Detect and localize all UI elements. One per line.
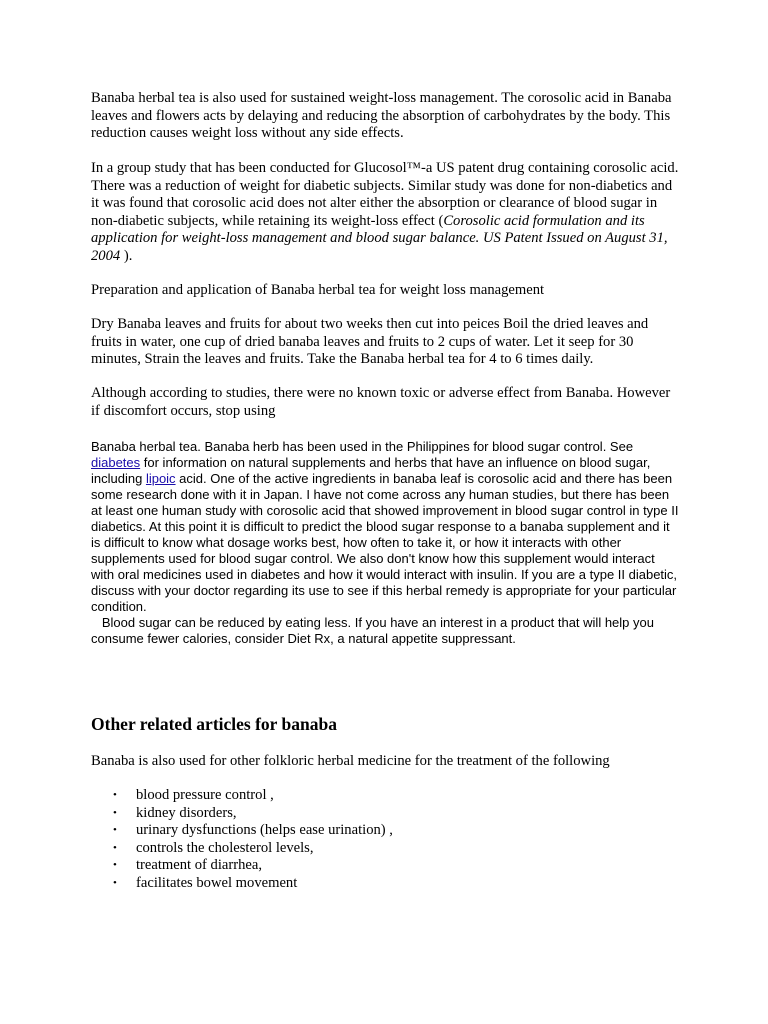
paragraph-folkloric: Banaba is also used for other folkloric herbal medicine for the treatment of the following [91,753,610,769]
list-item: • controls the cholesterol levels, [91,840,681,858]
paragraph-weight-loss: Banaba herbal tea is also used for sustained weight-loss management. The corosolic acid in Banaba leaves and flowers acts by delaying and reducing the absorption of carbohydrates by the body. This reduction causes weight loss without any side effects. [91,90,672,141]
patent-citation: Corosolic acid formulation and its application for weight-loss management and blood sugar balance. US Patent Issued on August 31, 2004 [91,212,668,264]
paragraph-caution: Although according to studies, there were no known toxic or adverse effect from Banaba. However if discomfort occurs, stop using [91,385,671,419]
list-item: • treatment of diarrhea, [91,857,681,875]
blood-sugar-text-b: for information on natural supplements and herbs that have an influence on blood sugar, including [91,455,651,486]
diabetes-link[interactable]: diabetes [91,455,141,470]
list-item: • blood pressure control , [91,787,681,805]
preparation-heading: Preparation and application of Banaba herbal tea for weight loss management [91,282,545,298]
list-item: • urinary dysfunctions (helps ease urination) , [91,822,681,840]
blood-sugar-text-c: acid. One of the active ingredients in banaba leaf is corosolic acid and there has been some research done with it in Japan. I have not come across any human studies, but there has been at least one human study with corosolic acid that showed improvement in blood sugar control in type II diabetics. At this point it is difficult to predict the blood sugar response to a banaba supplement and it is difficult to know what dosage works best, how often to take it, or how it interacts with other supplements used for blood sugar control. We also don't know how this supplement would interact with oral medicines used in diabetes and how it would interact with insulin. If you are a type II diabetic, discuss with your doctor regarding its use to see if this herbal remedy is appropriate for your particular condition. [91,471,679,614]
related-articles-heading: Other related articles for banaba [91,714,337,734]
list-item: • kidney disorders, [91,805,681,823]
blood-sugar-text-a: Banaba herbal tea. Banaba herb has been used in the Philippines for blood sugar control. See [91,439,634,454]
list-item: • facilitates bowel movement [91,875,681,893]
treatment-list [91,787,681,892]
paragraph-glucosol-study [91,160,681,265]
diet-rx-text: Blood sugar can be reduced by eating less. If you have an interest in a product that will help you consume fewer calories, consider Diet Rx, a natural appetite suppressant. [91,615,654,646]
glucosol-study-text: In a group study that has been conducted for Glucosol™-a US patent drug containing corosolic acid. There was a reduction of weight for diabetic subjects. Similar study was done for non-diabetics and it was found that corosolic acid does not alter either the absorption or clearance of blood sugar in non-diabetic subjects, while retaining its weight-loss effect ( [91,160,679,229]
lipoic-link[interactable]: lipoic [145,471,176,486]
citation-close: ). [120,247,133,264]
paragraph-blood-sugar [91,439,681,647]
paragraph-preparation: Dry Banaba leaves and fruits for about two weeks then cut into peices Boil the dried leaves and fruits in water, one cup of dried banaba leaves and fruits to 2 cups of water. Let it seep for 30 minutes, Strain the leaves and fruits. Take the Banaba herbal tea for 4 to 6 times daily. [91,316,649,367]
